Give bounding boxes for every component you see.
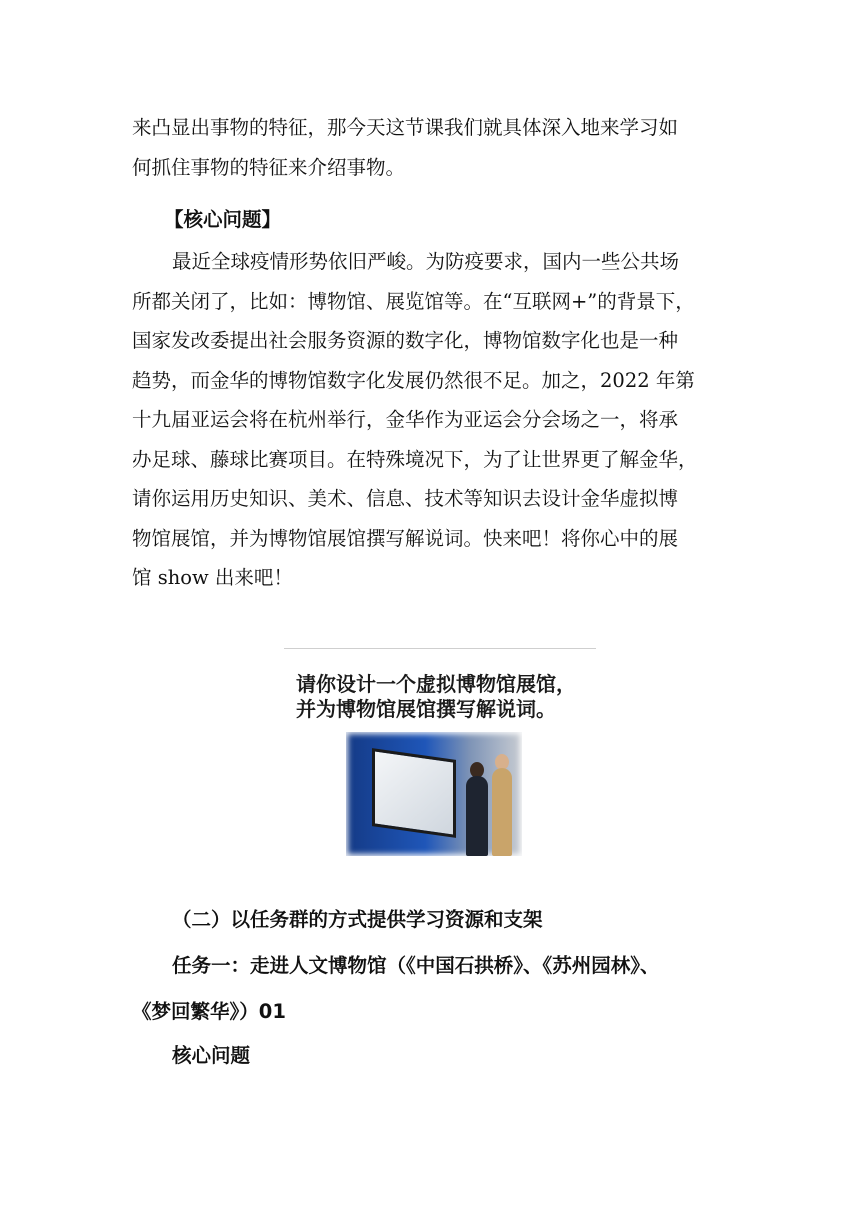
- figure-caption-line-2: 并为博物馆展馆撰写解说词。: [296, 697, 556, 721]
- figure-caption-line-1: 请你设计一个虚拟博物馆展馆，: [296, 672, 576, 696]
- core-line-4: 趋势，而金华的博物馆数字化发展仍然很不足。加之，2022 年第: [132, 368, 695, 392]
- visitor-2: [492, 768, 512, 856]
- core-line-9: 馆 show 出来吧！: [132, 566, 293, 589]
- core-line-1: 最近全球疫情形势依旧严峻。为防疫要求，国内一些公共场: [172, 250, 680, 273]
- display-screen: [372, 748, 456, 838]
- sub-heading: 核心问题: [172, 1044, 251, 1067]
- core-line-6: 办足球、藤球比赛项目。在特殊境况下，为了让世界更了解金华，: [132, 447, 698, 471]
- core-line-5: 十九届亚运会将在杭州举行，金华作为亚运会分会场之一，将承: [132, 408, 679, 431]
- figure-top-rule: [284, 648, 596, 649]
- core-line-8: 物馆展馆，并为博物馆展馆撰写解说词。快来吧！将你心中的展: [132, 526, 679, 550]
- task-heading-line-1: 任务一：走进人文博物馆（《中国石拱桥》、《苏州园林》、: [172, 954, 660, 977]
- core-line-7: 请你运用历史知识、美术、信息、技术等知识去设计金华虚拟博: [132, 487, 679, 510]
- task-heading-line-2: 《梦回繁华》）01: [132, 1000, 286, 1023]
- figure-caption: [296, 672, 576, 722]
- intro-line-2: 何抓住事物的特征来介绍事物。: [132, 155, 406, 179]
- core-line-3: 国家发改委提出社会服务资源的数字化，博物馆数字化也是一种: [132, 329, 679, 352]
- core-line-2: 所都关闭了，比如：博物馆、展览馆等。在“互联网+”的背景下，: [132, 289, 695, 313]
- section-heading: （二）以任务群的方式提供学习资源和支架: [172, 908, 543, 931]
- intro-paragraph: [132, 108, 732, 187]
- visitor-1: [466, 776, 488, 856]
- core-question-heading: 【核心问题】: [164, 208, 282, 231]
- intro-line-1: 来凸显出事物的特征，那今天这节课我们就具体深入地来学习如: [132, 116, 679, 139]
- museum-photo: [346, 732, 522, 856]
- museum-figure: [284, 648, 596, 868]
- core-paragraph: [132, 242, 732, 598]
